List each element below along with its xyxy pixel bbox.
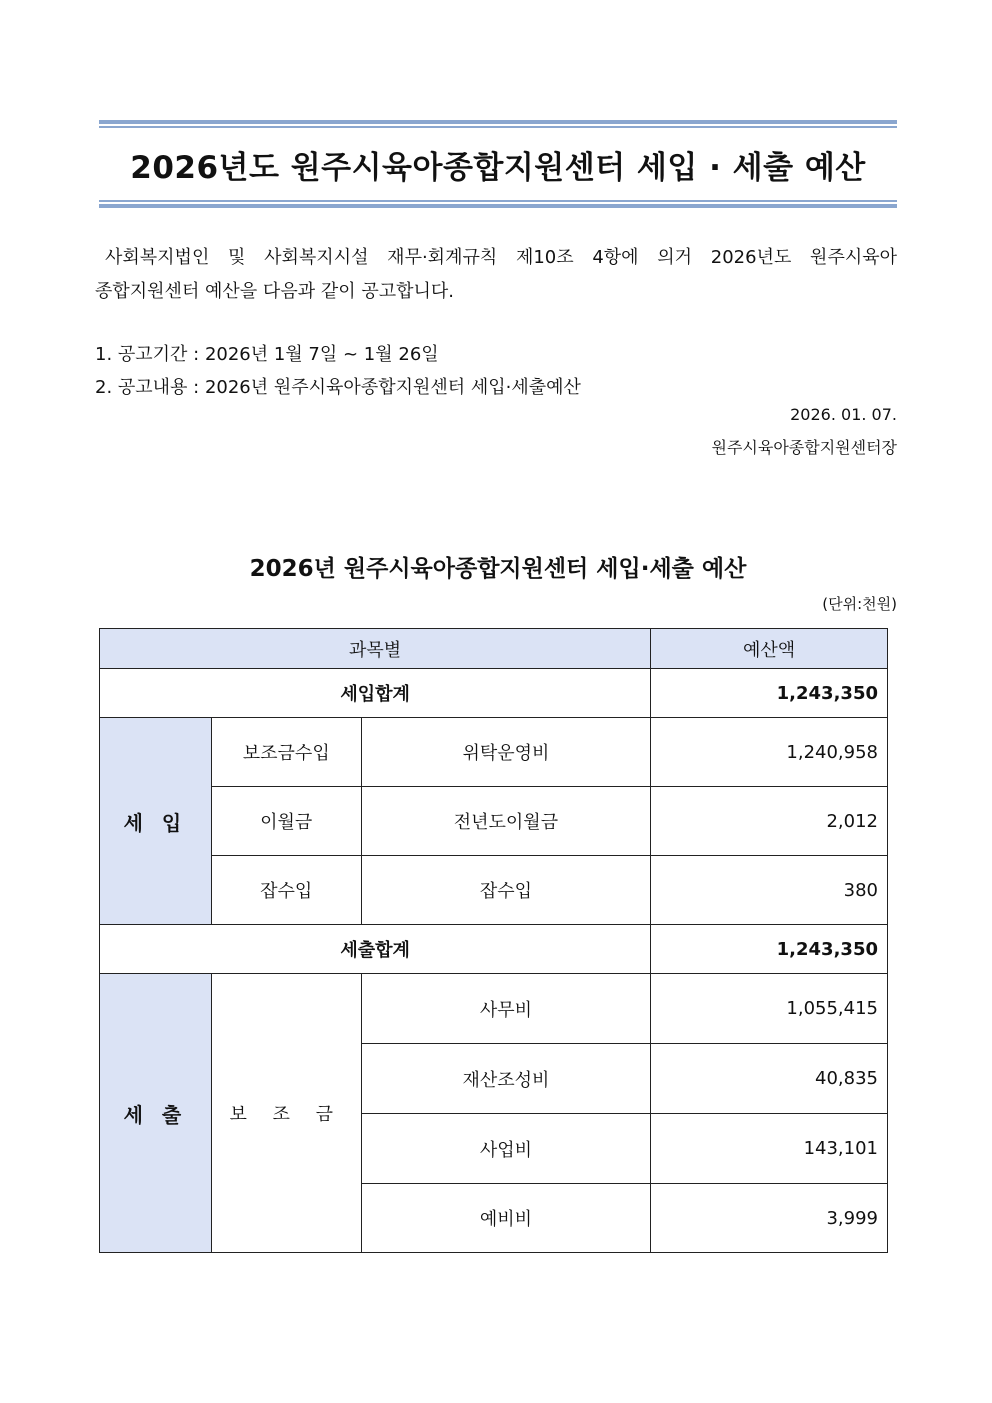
revenue-total-amount: 1,243,350 <box>651 669 888 718</box>
revenue-total-label: 세입합계 <box>100 669 651 718</box>
table-row <box>100 718 888 787</box>
revenue-group: 보조금수입 <box>211 718 361 787</box>
table-row <box>100 974 888 1044</box>
revenue-amount: 2,012 <box>651 787 888 856</box>
notice-date: 2026. 01. 07. <box>790 405 897 424</box>
issuer: 원주시육아종합지원센터장 <box>711 438 897 457</box>
expense-amount: 1,055,415 <box>651 974 888 1044</box>
revenue-amount: 380 <box>651 856 888 925</box>
title-rule-top <box>99 120 897 128</box>
expense-amount: 40,835 <box>651 1044 888 1114</box>
intro-line-1: 사회복지법인 및 사회복지시설 재무·회계규칙 제10조 4항에 의거 2026년도 원주시육아 <box>105 247 897 268</box>
notice-period: 1. 공고기간 : 2026년 1월 7일 ~ 1월 26일 <box>95 344 439 365</box>
expense-item: 사무비 <box>361 974 651 1044</box>
expense-total-amount: 1,243,350 <box>651 925 888 974</box>
revenue-group: 이월금 <box>211 787 361 856</box>
expense-item: 예비비 <box>361 1184 651 1253</box>
expense-item: 사업비 <box>361 1114 651 1184</box>
expense-total-label: 세출합계 <box>100 925 651 974</box>
expense-total-row <box>100 925 888 974</box>
header-category: 과목별 <box>100 629 651 669</box>
intro-line-2: 종합지원센터 예산을 다음과 같이 공고합니다. <box>95 281 454 302</box>
unit-label: (단위:천원) <box>822 595 897 613</box>
revenue-item: 위탁운영비 <box>361 718 651 787</box>
budget-table <box>99 628 888 1253</box>
expense-side-label: 세 출 <box>100 974 212 1253</box>
header-amount: 예산액 <box>651 629 888 669</box>
revenue-amount: 1,240,958 <box>651 718 888 787</box>
revenue-item: 전년도이월금 <box>361 787 651 856</box>
table-row <box>100 856 888 925</box>
expense-amount: 143,101 <box>651 1114 888 1184</box>
notice-content: 2. 공고내용 : 2026년 원주시육아종합지원센터 세입·세출예산 <box>95 377 581 398</box>
revenue-item: 잡수입 <box>361 856 651 925</box>
expense-amount: 3,999 <box>651 1184 888 1253</box>
revenue-side-label: 세 입 <box>100 718 212 925</box>
expense-item: 재산조성비 <box>361 1044 651 1114</box>
table-header-row <box>100 629 888 669</box>
title-rule-bottom <box>99 200 897 208</box>
revenue-group: 잡수입 <box>211 856 361 925</box>
page-title: 2026년도 원주시육아종합지원센터 세입 · 세출 예산 <box>130 150 866 186</box>
expense-group: 보 조 금 <box>211 974 361 1253</box>
table-title: 2026년 원주시육아종합지원센터 세입·세출 예산 <box>249 556 747 582</box>
revenue-total-row <box>100 669 888 718</box>
table-row <box>100 787 888 856</box>
